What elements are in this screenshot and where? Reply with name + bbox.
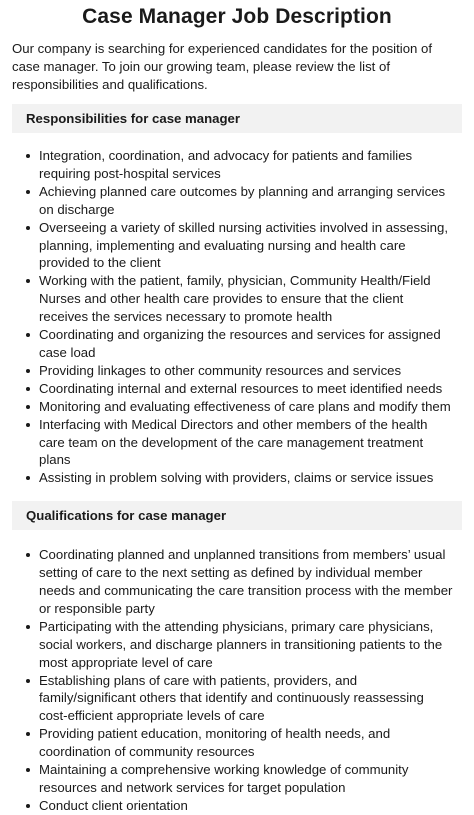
list-item: Coordinating planned and unplanned transitions from members’ usual setting of care to the next setting as defined by individual member needs and communicating the care transition process with the member or responsible party	[12, 546, 462, 618]
list-item: Achieving planned care outcomes by planning and arranging services on discharge	[12, 183, 462, 219]
list-item: Coordinating internal and external resources to meet identified needs	[12, 380, 462, 398]
responsibilities-heading: Responsibilities for case manager	[12, 104, 462, 133]
list-item: Coordinating and organizing the resources and services for assigned case load	[12, 326, 462, 362]
list-item: Establishing plans of care with patients, providers, and family/significant others that identify and continuously reassessing cost-efficient appropriate levels of care	[12, 672, 462, 726]
intro-paragraph: Our company is searching for experienced candidates for the position of case manager. To join our growing team, please review the list of responsibilities and qualifications.	[12, 41, 433, 92]
list-item: Conduct client orientation	[12, 797, 462, 815]
list-item: Overseeing a variety of skilled nursing activities involved in assessing, planning, implementing and evaluating nursing and health care provided to the client	[12, 219, 462, 273]
list-item: Providing patient education, monitoring of health needs, and coordination of community resources	[12, 725, 462, 761]
list-item: Maintaining a comprehensive working knowledge of community resources and network services for target population	[12, 761, 462, 797]
list-item: Assisting in problem solving with providers, claims or service issues	[12, 469, 462, 487]
list-item: Working with the patient, family, physician, Community Health/Field Nurses and other health care provides to ensure that the client receives the services necessary to promote health	[12, 272, 462, 326]
list-item: Providing linkages to other community resources and services	[12, 362, 462, 380]
page-title: Case Manager Job Description	[82, 5, 392, 28]
qualifications-list	[12, 546, 462, 815]
list-item: Integration, coordination, and advocacy for patients and families requiring post-hospital services	[12, 147, 462, 183]
list-item: Participating with the attending physicians, primary care physicians, social workers, and discharge planners in transitioning patients to the most appropriate level of care	[12, 618, 462, 672]
qualifications-heading: Qualifications for case manager	[12, 501, 462, 530]
list-item: Interfacing with Medical Directors and other members of the health care team on the development of the care management treatment plans	[12, 416, 462, 470]
list-item: Monitoring and evaluating effectiveness of care plans and modify them	[12, 398, 462, 416]
responsibilities-list	[12, 147, 462, 487]
